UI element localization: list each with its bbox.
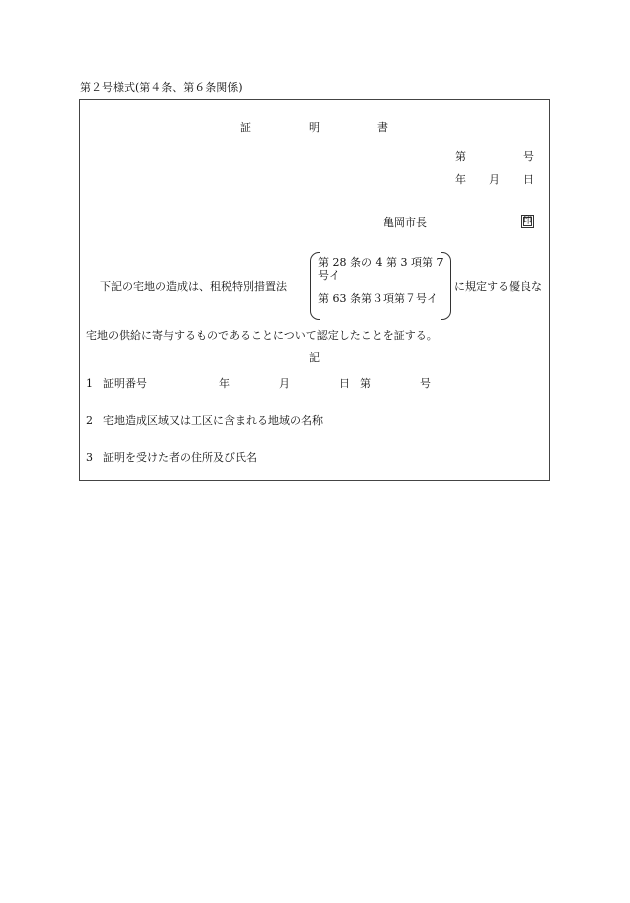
body-line-2: 宅地の供給に寄与するものであることについて認定したことを証する。 <box>86 329 438 342</box>
form-title: 第２号様式(第４条、第６条関係) <box>80 81 243 94</box>
item-1-day: 日 <box>339 377 350 390</box>
item-1-month: 月 <box>279 377 290 390</box>
provision-line-1: 第 28 条の 4 第 3 項第 7 <box>318 256 444 269</box>
seal-stamp <box>521 215 534 228</box>
title-char-2: 明 <box>309 121 320 134</box>
body-lead: 下記の宅地の造成は、租税特別措置法 <box>100 280 287 293</box>
item-3-number: 3 <box>86 451 93 464</box>
number-dai: 第 <box>455 150 466 163</box>
item-1-label: 証明番号 <box>103 377 147 390</box>
provision-line-3: 第 63 条第３項第７号イ <box>318 292 438 305</box>
body-tail: に規定する優良な <box>454 280 542 293</box>
item-3-label: 証明を受けた者の住所及び氏名 <box>103 451 257 464</box>
date-day: 日 <box>523 173 534 186</box>
issuer-name: 亀岡市長 <box>383 216 427 229</box>
date-year: 年 <box>455 173 466 186</box>
title-char-1: 証 <box>240 121 251 134</box>
item-1-dai: 第 <box>360 377 371 390</box>
item-1-go: 号 <box>420 377 431 390</box>
seal-label: 印 <box>522 216 532 226</box>
number-go: 号 <box>523 150 534 163</box>
date-month: 月 <box>489 173 500 186</box>
bracket-mask-bottom <box>320 318 441 322</box>
provision-line-2: 号イ <box>318 269 340 282</box>
item-1-number: 1 <box>86 377 93 390</box>
title-char-3: 書 <box>377 121 388 134</box>
bracket-mask-top <box>320 250 441 254</box>
ki-heading: 記 <box>309 351 320 364</box>
item-1-year: 年 <box>219 377 230 390</box>
item-2-number: 2 <box>86 414 93 427</box>
item-2-label: 宅地造成区域又は工区に含まれる地域の名称 <box>103 414 323 427</box>
